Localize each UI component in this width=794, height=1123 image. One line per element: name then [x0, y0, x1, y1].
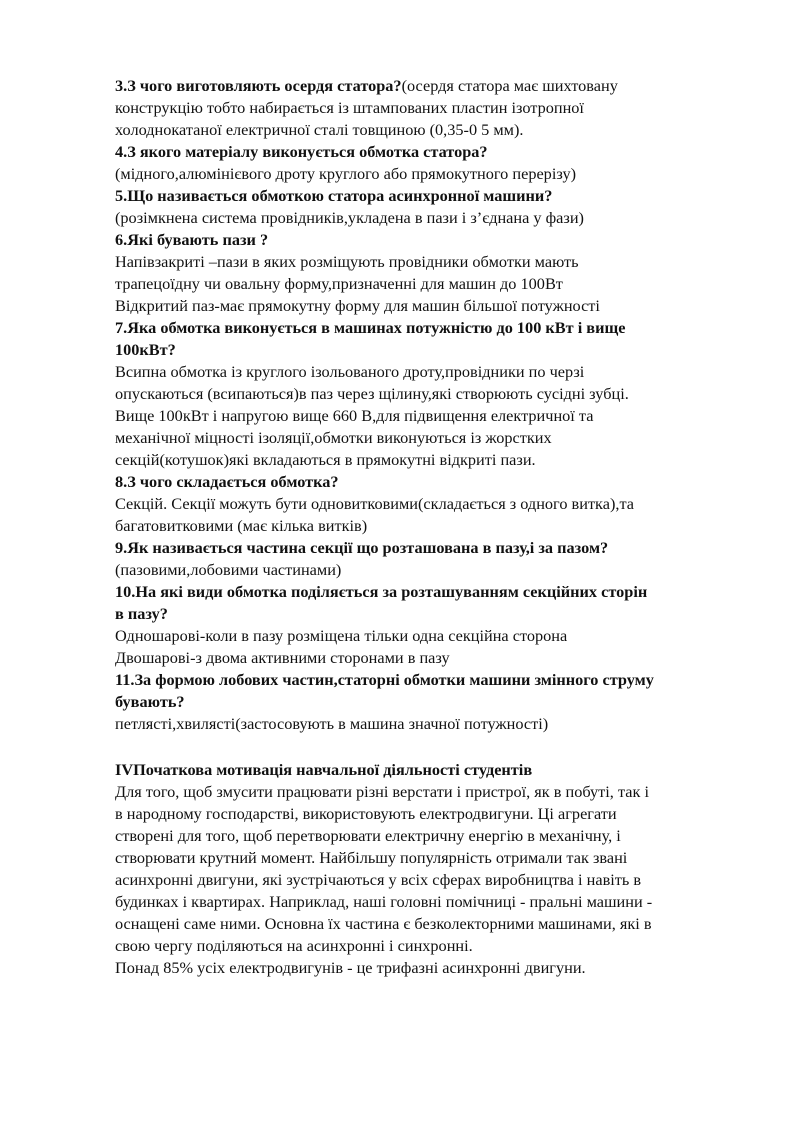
q8-answer-line: багатовитковими (має кілька витків) — [115, 516, 368, 535]
section4-paragraph-line: оснащені саме ними. Основна їх частина є безколекторними машинами, які в — [115, 914, 652, 933]
section4-paragraph-line: асинхронні двигуни, які зустрічаються у всіх сферах виробництва і навіть в — [115, 870, 642, 889]
q6-answer-line: Відкритий паз-має прямокутну форму для машин більшої потужності — [115, 296, 600, 315]
q9-answer-line: (пазовими,лобовими частинами) — [115, 560, 342, 579]
q7-answer-line: опускаються (всипаються)в паз через щілину,які створюють сусідні зубці. — [115, 384, 629, 403]
q11-answer-line: петлясті,хвилясті(застосовують в машина значної потужності) — [115, 714, 549, 733]
q3-answer-line: холоднокатаної електричної сталі товщиною (0,35-0 5 мм). — [115, 120, 524, 139]
q10-heading: 10.На які види обмотка поділяється за розташуванням секційних сторін — [115, 582, 648, 601]
section-spacer — [115, 735, 755, 759]
document-page — [115, 75, 755, 979]
q6-answer-line: трапецоїдну чи овальну форму,призначенні для машин до 100Вт — [115, 274, 563, 293]
q11-heading: 11.За формою лобових частин,статорні обмотки машини змінного струму — [115, 670, 654, 689]
q3-answer-start: (осердя статора має шихтовану — [401, 76, 618, 95]
q3-answer-line: конструкцію тобто набирається із штампованих пластин ізотропної — [115, 98, 584, 117]
section4-heading: IVПочаткова мотивація навчальної діяльності студентів — [115, 760, 533, 779]
q7-answer-line: секцій(котушок)які вкладаються в прямокутні відкриті пази. — [115, 450, 536, 469]
q7-answer-line: механічної міцності ізоляції,обмотки виконуються із жорстких — [115, 428, 552, 447]
section4-paragraph-line: Для того, щоб змусити працювати різні верстати і пристрої, як в побуті, так і — [115, 782, 649, 801]
q10-answer-line: Одношарові-коли в пазу розміщена тільки одна секційна сторона — [115, 626, 568, 645]
q4-answer-line: (мідного,алюмінієвого дроту круглого або прямокутного перерізу) — [115, 164, 577, 183]
section4-paragraph-line: будинках і квартирах. Наприклад, наші головні помічниці - пральні машини - — [115, 892, 653, 911]
q11-heading-cont: бувають? — [115, 692, 185, 711]
q10-heading-cont: в пазу? — [115, 604, 168, 623]
q5-heading: 5.Що називається обмоткою статора асинхронної машини? — [115, 186, 553, 205]
section4-paragraph-line: створені для того, щоб перетворювати електричну енергію в механічну, і — [115, 826, 621, 845]
q3-heading: 3.З чого виготовляють осердя статора? — [115, 76, 402, 95]
q7-heading: 7.Яка обмотка виконується в машинах потужністю до 100 кВт і вище — [115, 318, 626, 337]
q7-answer-line: Всипна обмотка із круглого ізольованого дроту,провідники по черзі — [115, 362, 585, 381]
q4-heading: 4.З якого матеріалу виконується обмотка статора? — [115, 142, 488, 161]
q9-heading: 9.Як називається частина секції що розташована в пазу,і за пазом? — [115, 538, 609, 557]
section4-paragraph-line: свою чергу поділяються на асинхронні і синхронні. — [115, 936, 473, 955]
section4-paragraph-line: Понад 85% усіх електродвигунів - це трифазні асинхронні двигуни. — [115, 958, 586, 977]
q5-answer-line: (розімкнена система провідників,укладена в пази і з’єднана у фази) — [115, 208, 584, 227]
section4-paragraph-line: створювати крутний момент. Найбільшу популярність отримали так звані — [115, 848, 628, 867]
q8-heading: 8.З чого складається обмотка? — [115, 472, 339, 491]
q7-heading-cont: 100кВт? — [115, 340, 176, 359]
q8-answer-line: Секцій. Секції можуть бути одновитковими(складається з одного витка),та — [115, 494, 634, 513]
q10-answer-line: Двошарові-з двома активними сторонами в пазу — [115, 648, 450, 667]
q7-answer-line: Вище 100кВт і напругою вище 660 В,для підвищення електричної та — [115, 406, 594, 425]
q3-first-line — [115, 75, 755, 97]
section4-paragraph-line: в народному господарстві, використовують електродвигуни. Ці агрегати — [115, 804, 617, 823]
q6-heading: 6.Які бувають пази ? — [115, 230, 269, 249]
q6-answer-line: Напівзакриті –пази в яких розміщують провідники обмотки мають — [115, 252, 579, 271]
